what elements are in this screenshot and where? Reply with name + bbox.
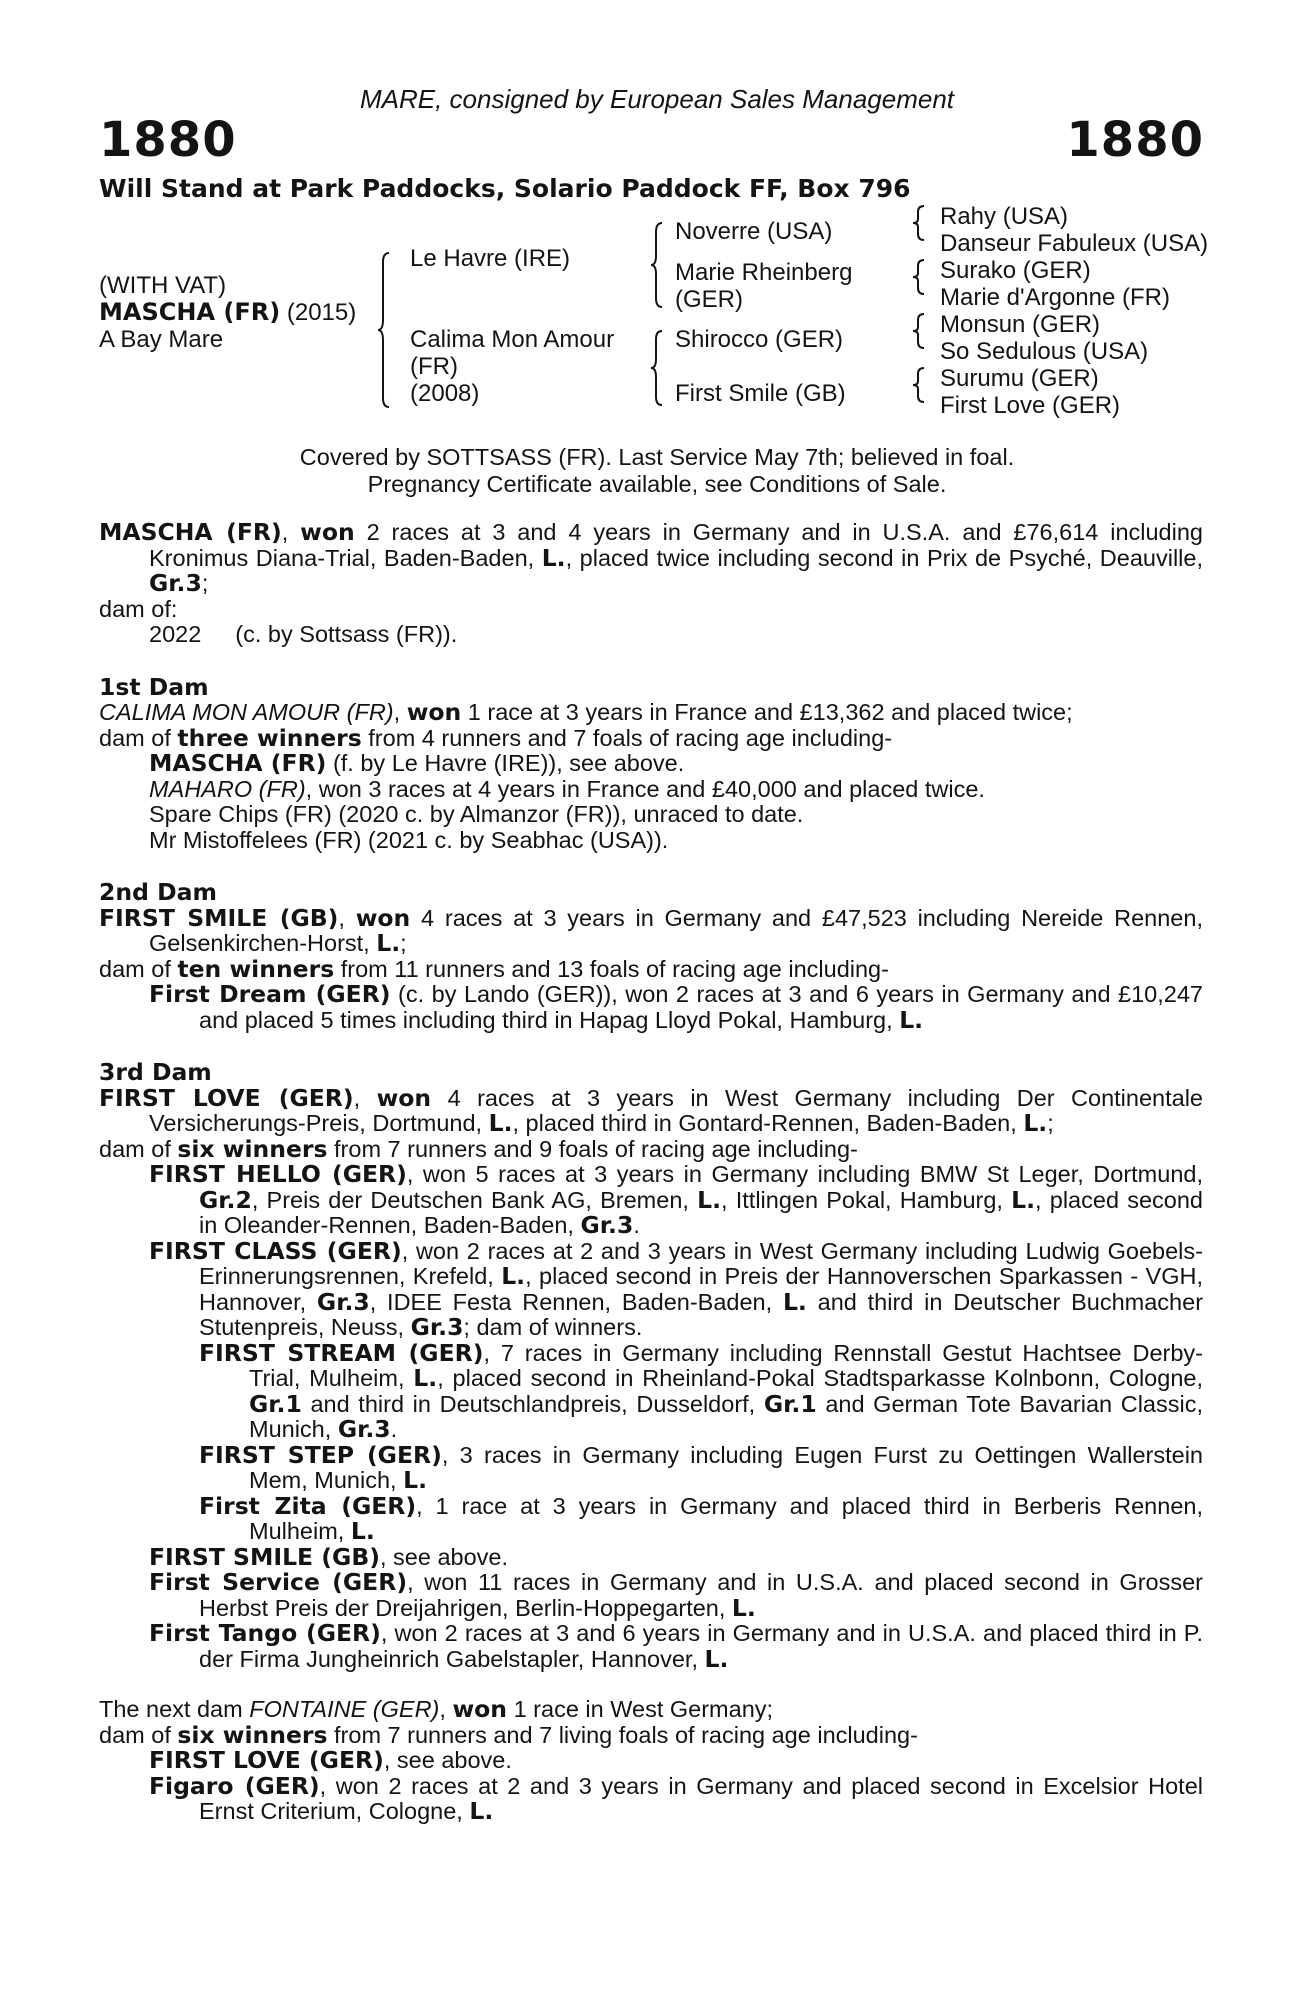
- produce-entry: [99, 1162, 1203, 1239]
- record-text: , placed third in Gontard-Rennen, Baden-Baden,: [512, 1110, 1024, 1136]
- grand-produce-entry: [99, 1338, 1203, 1443]
- produce-entry: [99, 751, 1203, 777]
- grade-badge: Gr.3: [149, 569, 202, 597]
- ds-sire: Monsun (GER): [940, 311, 1101, 338]
- dam-name: FONTAINE (GER): [249, 1696, 440, 1722]
- horse-year: (2015): [286, 299, 357, 326]
- record-text: ;: [1047, 1110, 1054, 1136]
- record-text: , won 2 races at 3 and 6 years in Germany and in U.S.A. and placed third in P. der Firma Jungheinrich Gabelstapler, Hannover,: [199, 1620, 1203, 1672]
- dam-name: FIRST SMILE (GB): [99, 903, 339, 932]
- produce-entry: [99, 1771, 1204, 1825]
- dam-of-label: dam of:: [99, 595, 178, 622]
- record-text: 1 race in West Germany;: [507, 1696, 774, 1722]
- dam1-dam-of: [99, 723, 1203, 752]
- record-text: , won 2 races at 2 and 3 years in Germany and placed second in Excelsior Hotel Ernst Criterium, Cologne,: [199, 1772, 1204, 1824]
- horse-name: First Zita (GER): [199, 1491, 417, 1520]
- sire-sire: Noverre (USA): [675, 218, 833, 245]
- listed-badge: L.: [403, 1466, 427, 1494]
- dam3-dam-of: [99, 1134, 1203, 1163]
- record-text: and third in Deutscher Buchmacher Stutenpreis, Neuss,: [199, 1288, 1204, 1340]
- sd-sire: Surako (GER): [940, 257, 1091, 284]
- produce-entry: [99, 1621, 1203, 1672]
- listed-badge: L.: [469, 1797, 494, 1825]
- listed-badge: L.: [488, 1109, 513, 1137]
- horse-name-line: [99, 299, 356, 326]
- record-text: , won 2 races at 2 and 3 years in West Germany including Ludwig Goebels-Erinnerungsrennen, Krefeld,: [199, 1237, 1203, 1289]
- horse-name: Figaro (GER): [149, 1771, 320, 1800]
- record-text: ,: [439, 1696, 453, 1722]
- listed-badge: L.: [350, 1517, 375, 1545]
- bracket-ds: [912, 311, 928, 351]
- dd-dam: First Love (GER): [940, 392, 1121, 419]
- horse-name: FIRST LOVE (GER): [149, 1746, 384, 1774]
- consignment-line: MARE, consigned by European Sales Management: [359, 84, 954, 114]
- listed-badge: L.: [376, 929, 401, 957]
- ss-sire: Rahy (USA): [940, 203, 1069, 230]
- record-text: ;: [201, 570, 209, 596]
- produce-entry: [99, 1236, 1204, 1341]
- record-text: , won 11 races in Germany and in U.S.A. and placed second in Grosser Herbst Preis der Dreijahrigen, Berlin-Hoppegarten,: [199, 1569, 1203, 1621]
- dam-dam: First Smile (GB): [675, 380, 846, 407]
- won-label: won: [300, 518, 355, 546]
- catalogue-body: [99, 520, 1203, 1825]
- record-text: , Preis der Deutschen Bank AG, Bremen,: [251, 1186, 698, 1213]
- winners-count: six winners: [177, 1134, 328, 1163]
- lot-number-left: 1880: [99, 112, 237, 168]
- record-text: , Ittlingen Pokal, Hamburg,: [721, 1186, 1012, 1213]
- horse-name: FIRST HELLO (GER): [149, 1160, 407, 1188]
- horse-name: MAHARO (FR): [149, 775, 306, 802]
- listed-badge: L.: [1011, 1185, 1036, 1214]
- next-dam-record: [99, 1697, 1203, 1723]
- dam-line-2: (FR): [410, 353, 458, 380]
- horse-name: MASCHA (FR): [149, 749, 327, 777]
- record-text: , won 3 races at 4 years in France and £40,000 and placed twice.: [305, 775, 985, 802]
- listed-badge: L.: [731, 1593, 756, 1622]
- grade-badge: Gr.3: [316, 1287, 370, 1316]
- record-text: , placed second in Rheinland-Pokal Stadtsparkasse Kolnbonn, Cologne,: [437, 1365, 1203, 1391]
- record-text: , 7 races in Germany including Rennstall Gestut Hachtsee Derby-Trial, Mulheim,: [249, 1339, 1203, 1391]
- won-label: won: [452, 1695, 508, 1723]
- listed-badge: L.: [1023, 1109, 1048, 1137]
- record-text: 1 race at 3 years in France and £13,362 and placed twice;: [461, 699, 1073, 725]
- horse-name: MASCHA (FR): [99, 298, 281, 326]
- record-text: , placed twice including second in Prix de Psyché, Deauville,: [565, 544, 1203, 571]
- horse-name: FIRST STEP (GER): [199, 1440, 442, 1469]
- record-text: 4 races at 3 years in Germany and £47,523 including Nereide Rennen, Gelsenkirchen-Horst,: [149, 904, 1203, 956]
- dam-name: FIRST LOVE (GER): [99, 1083, 354, 1112]
- horse-name: FIRST STREAM (GER): [199, 1338, 484, 1367]
- bracket-dd: [912, 365, 928, 405]
- dam2-record: FIRST SMILE (GB), won 4 races at 3 years in Germany and £47,523 including Nereide Rennen, Gelsenkirchen-Horst, L.;: [99, 903, 1203, 957]
- listed-badge: L.: [541, 543, 566, 572]
- record-text: (c. by Lando (GER)), won 2 races at 3 and 6 years in Germany and £10,247 and placed 5 times including third in Hapag Lloyd Pokal, Hamburg,: [199, 981, 1203, 1033]
- sire: Le Havre (IRE): [410, 245, 571, 272]
- horse-name: MASCHA (FR): [99, 518, 282, 546]
- record-text: ;: [400, 930, 407, 956]
- covering-line-2: Pregnancy Certificate available, see Conditions of Sale.: [367, 471, 947, 497]
- record-text: , 3 races in Germany including Eugen Furst zu Oettingen Wallerstein Mem, Munich,: [249, 1441, 1204, 1493]
- dd-sire: Surumu (GER): [940, 365, 1099, 392]
- bracket-sire: [650, 220, 666, 310]
- bracket-main: [377, 250, 393, 410]
- produce-entry: Mr Mistoffelees (FR) (2021 c. by Seabhac (USA)).: [149, 826, 669, 853]
- won-label: won: [406, 698, 462, 726]
- record-text: ; dam of winners.: [463, 1314, 643, 1340]
- winners-count: three winners: [177, 723, 362, 752]
- produce-row: [99, 622, 1203, 648]
- listed-badge: L.: [899, 1005, 924, 1034]
- grade-badge: Gr.1: [249, 1389, 302, 1418]
- grade-badge: Gr.2: [199, 1185, 252, 1214]
- record-text: .: [390, 1416, 398, 1442]
- produce-entry: [99, 1570, 1203, 1621]
- section-heading-1st-dam: 1st Dam: [99, 672, 209, 701]
- dam2-dam-of: [99, 954, 1203, 983]
- listed-badge: L.: [704, 1644, 729, 1673]
- record-text: , 1 race at 3 years in Germany and placed third in Berberis Rennen, Mulheim,: [249, 1492, 1203, 1544]
- listed-badge: L.: [697, 1185, 722, 1214]
- dam3-record: FIRST LOVE (GER), won 4 races at 3 years in West Germany including Der Continentale Versicherungs-Preis, Dortmund, L., placed third in Gontard-Rennen, Baden-Baden, L.;: [99, 1083, 1204, 1137]
- bracket-ss: [912, 203, 928, 243]
- grand-produce-entry: [99, 1440, 1204, 1494]
- section-heading-3rd-dam: 3rd Dam: [99, 1058, 212, 1086]
- horse-name: FIRST SMILE (GB): [149, 1542, 380, 1571]
- produce-entry: [99, 777, 1203, 803]
- listed-badge: L.: [413, 1364, 438, 1392]
- mascha-record: MASCHA (FR), won 2 races at 3 and 4 years in Germany and in U.S.A. and £76,614 including Kronimus Diana-Trial, Baden-Baden, L., placed twice including second in Prix de Psyché, Deauville, Gr.3;: [99, 518, 1203, 597]
- record-text: , placed second in Oleander-Rennen, Baden-Baden,: [199, 1186, 1203, 1238]
- produce-desc: (c. by Sottsass (FR)).: [235, 621, 458, 647]
- record-text: , placed second in Preis der Hannoverschen Sparkassen - VGH, Hannover,: [199, 1263, 1203, 1315]
- won-label: won: [355, 903, 411, 932]
- record-text: and third in Deutschlandpreis, Dusseldorf,: [301, 1390, 764, 1417]
- record-text: from 11 runners and 13 foals of racing age including-: [334, 955, 889, 982]
- record-text: from 7 runners and 7 living foals of racing age including-: [327, 1721, 918, 1748]
- record-text: dam of: [99, 955, 178, 982]
- winners-count: ten winners: [177, 954, 335, 983]
- grade-badge: Gr.3: [410, 1313, 464, 1341]
- record-text: 4 races at 3 years in West Germany including Der Continentale Versicherungs-Preis, Dortmund,: [149, 1084, 1204, 1136]
- produce-year: 2022: [149, 621, 202, 647]
- grade-badge: Gr.3: [337, 1415, 391, 1443]
- winners-count: six winners: [177, 1720, 328, 1749]
- dam-line-1: Calima Mon Amour: [410, 326, 615, 353]
- covering-info: [0, 444, 1314, 498]
- dam-sire: Shirocco (GER): [675, 326, 844, 353]
- listed-badge: L.: [782, 1287, 807, 1316]
- record-text: 2 races at 3 and 4 years in Germany and in U.S.A. and £76,614 including Kronimus Diana-Trial, Baden-Baden,: [149, 519, 1203, 571]
- horse-description: A Bay Mare: [99, 326, 224, 353]
- record-text: dam of: [99, 724, 178, 751]
- grand-produce-entry: [99, 1491, 1203, 1545]
- bracket-dam: [650, 328, 666, 408]
- dam1-record: CALIMA MON AMOUR (FR), won 1 race at 3 years in France and £13,362 and placed twice;: [99, 698, 1073, 726]
- produce-entry: [99, 982, 1203, 1033]
- covering-line-1: Covered by SOTTSASS (FR). Last Service May 7th; believed in foal.: [299, 444, 1015, 470]
- bracket-sd: [912, 257, 928, 297]
- ss-dam: Danseur Fabuleux (USA): [940, 230, 1209, 257]
- record-text: dam of: [99, 1135, 178, 1162]
- record-text: , see above.: [379, 1543, 509, 1570]
- won-label: won: [376, 1083, 432, 1112]
- next-dam-dam-of: [99, 1720, 1203, 1749]
- produce-entry: [99, 1748, 1203, 1774]
- record-text: , see above.: [383, 1747, 512, 1773]
- listed-badge: L.: [501, 1262, 526, 1290]
- sd-dam: Marie d'Argonne (FR): [940, 284, 1170, 311]
- horse-name: First Service (GER): [149, 1568, 408, 1596]
- record-text: from 7 runners and 9 foals of racing age including-: [327, 1135, 858, 1162]
- horse-name: First Dream (GER): [149, 980, 391, 1008]
- ds-dam: So Sedulous (USA): [940, 338, 1149, 365]
- grade-badge: Gr.1: [763, 1389, 817, 1418]
- record-text: dam of: [99, 1721, 178, 1748]
- produce-entry: Spare Chips (FR) (2020 c. by Almanzor (FR)), unraced to date.: [149, 801, 804, 827]
- record-text: and German Tote Bavarian Classic, Munich,: [249, 1390, 1203, 1442]
- record-text: , won 5 races at 3 years in Germany including BMW St Leger, Dortmund,: [406, 1161, 1203, 1187]
- record-text: The next dam: [99, 1696, 250, 1722]
- horse-name: FIRST CLASS (GER): [149, 1236, 402, 1265]
- stand-info: Will Stand at Park Paddocks, Solario Paddock FF, Box 796: [99, 174, 911, 203]
- vat-note: (WITH VAT): [99, 272, 227, 299]
- produce-entry: [99, 1542, 1203, 1571]
- section-heading-2nd-dam: 2nd Dam: [99, 878, 217, 906]
- record-text: from 4 runners and 7 foals of racing age including-: [361, 724, 893, 751]
- dam-name: CALIMA MON AMOUR (FR): [99, 699, 394, 725]
- record-text: .: [633, 1212, 640, 1238]
- record-text: (f. by Le Havre (IRE)), see above.: [326, 750, 685, 776]
- sire-dam-line-1: Marie Rheinberg: [675, 259, 853, 286]
- sire-dam-line-2: (GER): [675, 286, 743, 313]
- record-text: , IDEE Festa Rennen, Baden-Baden,: [369, 1288, 783, 1315]
- dam-line-3: (2008): [410, 380, 480, 407]
- grade-badge: Gr.3: [580, 1211, 634, 1239]
- horse-name: First Tango (GER): [149, 1619, 381, 1647]
- lot-number-right: 1880: [1066, 112, 1204, 168]
